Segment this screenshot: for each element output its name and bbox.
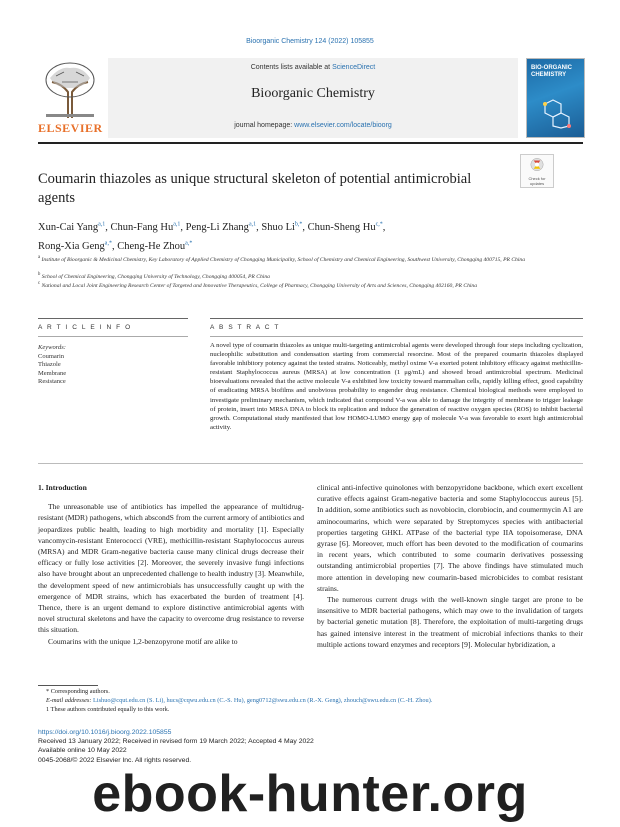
abstract-subrule bbox=[210, 336, 583, 337]
equal-contribution-note: 1 These authors contributed equally to this work. bbox=[46, 705, 170, 713]
author[interactable]: Peng-Li Zhang$^{a,1}$, bbox=[185, 221, 262, 233]
keywords-label: Keywords: bbox=[38, 344, 66, 351]
body-right-column bbox=[317, 482, 583, 650]
elsevier-tree-icon bbox=[38, 58, 102, 122]
keyword: Membrane bbox=[38, 369, 67, 377]
elsevier-logo bbox=[38, 58, 102, 138]
keyword: Thiazole bbox=[38, 361, 61, 368]
author[interactable]: Chun-Fang Hu$^{a,1}$, bbox=[110, 221, 186, 233]
keyword: Coumarin bbox=[38, 352, 64, 360]
cover-title: BIO-ORGANIC CHEMISTRY bbox=[531, 65, 572, 78]
header-divider bbox=[38, 142, 583, 144]
copyright: 0045-2068/© 2022 Elsevier Inc. All rights reserved. bbox=[38, 756, 192, 764]
contents-line bbox=[108, 64, 518, 71]
body-paragraph: Coumarins with the unique 1,2-benzopyrone motif are alike to bbox=[48, 636, 238, 646]
affiliation-c: $^c$ National and Local Joint Engineering Research Center of Targeted and Innovative Therapeutics, College of Pharmacy, Chongqing University of Arts and Sciences, Chongqing 402160, PR China bbox=[38, 281, 478, 289]
elsevier-wordmark: ELSEVIER bbox=[38, 121, 103, 135]
doi-link[interactable]: https://doi.org/10.1016/j.bioorg.2022.105855 bbox=[38, 729, 172, 736]
author-list bbox=[38, 216, 583, 255]
check-for-updates-label: Check for updates bbox=[528, 176, 546, 186]
abstract-heading: A B S T R A C T bbox=[210, 324, 280, 331]
watermark-text: ebook-hunter.org bbox=[92, 765, 528, 823]
journal-reference[interactable]: Bioorganic Chemistry 124 (2022) 105855 bbox=[246, 38, 374, 45]
keyword: Resistance bbox=[38, 378, 66, 385]
journal-header bbox=[38, 58, 583, 138]
available-online: Available online 10 May 2022 bbox=[38, 747, 127, 755]
keywords-block bbox=[38, 344, 188, 387]
body-paragraph: clinical anti-infective quinolones with benzopyridone backbone, which exert excellent curative effects against Gram-negative bacteria and some Staphylococcus aureus [5]. In addition, some antibiotics such as novobiocin, clorobiocin, and coumermycin A1 are aminocoumarins, which were separated by Streptomyces species with antibacterial properties targeting GHKL ATPase of the bacterial type IIA topoisomerase, DNA gyrase [6]. Moreover, much effort has been devoted to the modification of coumarins in recent years, which contributed to some coumarin derivatives possessing outstanding antimicrobial properties [7]. The above findings have stimulated much more attention in developing new coumarin-based microbicides to combat resistant strains. bbox=[317, 483, 583, 593]
journal-cover-image bbox=[526, 58, 585, 138]
email-links[interactable]: Lishuo@cqut.edu.cn (S. Li), hucs@cqwu.edu.cn (C.-S. Hu), geng0712@swu.edu.cn (R.-X. Geng), zhouch@swu.edu.cn (C.-H. Zhou). bbox=[93, 696, 433, 704]
homepage-prefix: journal homepage: bbox=[234, 122, 295, 129]
body-left-column bbox=[38, 482, 304, 647]
molecule-icon bbox=[535, 99, 575, 129]
sciencedirect-link[interactable]: ScienceDirect bbox=[332, 64, 376, 71]
journal-info-box bbox=[108, 58, 518, 138]
article-info-subrule bbox=[38, 336, 188, 337]
author[interactable]: Cheng-He Zhou$^{a,*}$ bbox=[117, 240, 193, 252]
author[interactable]: Chun-Sheng $Hu^{c,*}$, bbox=[307, 221, 386, 233]
received-dates: Received 13 January 2022; Received in revised form 19 March 2022; Accepted 4 May 2022 bbox=[38, 738, 314, 746]
author[interactable]: Shuo $Li^{b,*}$, bbox=[261, 221, 308, 233]
article-title: Coumarin thiazoles as unique structural skeleton of potential antimicrobial agents bbox=[38, 171, 472, 206]
affiliation-a: $^a$ Institute of Bioorganic & Medicinal Chemistry, Key Laboratory of Applied Chemistry of Chongqing Municipality, School of Chemistry and Chemical Engineering, Southwest University, Chongqing 400715, PR China bbox=[38, 255, 525, 263]
abstract-rule bbox=[210, 318, 583, 319]
body-paragraph: The unreasonable use of antibiotics has impelled the appearance of multidrug-resistant (MDR) pathogens, which abscondS from the current armory of antibiotics and jeopardizes public health, leading to high morbidity and mortality [1]. Especially vancomycin-resistant Enterococci (VRE), methicillin-resistant Staphylococcus aureus (MRSA) and MDR Gram-negative bacteria cause many clinical drugs decrease their efficacy or fully lose activities [2]. Moreover, the severely invasive fungi infections also have brought about an unprecedented challenge to health industry [3]. Meanwhile, the development speed of new antimicrobials has unsuccessfully caught up with the emergence of MDR strains, which has exacerbated the burden of treatment [4]. Thence, there is an urgent demand to explore distinctive antimicrobial agents with novel structural skeletons and have the capacity to overcome drug resistance to reverse this situation. bbox=[38, 502, 304, 635]
body-paragraph: The numerous current drugs with the well-known single target are prone to be insensitive to MDR bacterial pathogens, which may owe to the invalidation of targets by bacterial genetic mutation [8]. Therefore, the exploitation of multi-targeting drugs has gained intensive interest in the treatment of microbial infections thanks to their multiple actions toward enzymes and receptors [9]. Molecular hybridization, a bbox=[317, 595, 583, 649]
contents-prefix: Contents lists available at bbox=[250, 64, 333, 71]
section-heading-introduction: 1. Introduction bbox=[38, 483, 87, 492]
journal-name: Bioorganic Chemistry bbox=[251, 86, 375, 101]
article-info-rule bbox=[38, 318, 188, 319]
abstract-end-rule bbox=[38, 463, 583, 464]
email-note: E-mail addresses: Lishuo@cqut.edu.cn (S. Li), hucs@cqwu.edu.cn (C.-S. Hu), geng0712@swu.edu.cn (R.-X. Geng), zhouch@swu.edu.cn (C.-H. Zhou). bbox=[46, 696, 433, 704]
homepage-link[interactable]: www.elsevier.com/locate/bioorg bbox=[294, 122, 392, 129]
publication-info bbox=[38, 728, 438, 765]
affiliation-b: $^b$ School of Chemical Engineering, Chongqing University of Technology, Chongqing 400054, PR China bbox=[38, 272, 270, 280]
author[interactable]: Rong-Xia Geng$^{a,*}$, bbox=[38, 240, 118, 252]
footnote-rule bbox=[38, 685, 98, 686]
abstract-text: A novel type of coumarin thiazoles as unique multi-targeting antimicrobial agents were developed through four steps including cyclization, nucleophilic substitution and condensation starting from commercial resorcine. Most of the prepared coumarin thiazoles displayed favorable inhibitory potency against the tested strains. Noticeably, methyl oxime V-a exerted potent inhibitory efficacy against methicillin-resistant Staphylococcus aureus (MRSA) at low concentration (1 μg/mL) and showed broad antimicrobial spectrum. Medicinal bioevaluations revealed that the active molecule V-a exhibited low toxicity toward mammalian cells, rapidly killing effect, good capability of eradicating MRSA biofilms and unobvious probability to engender drug resistance. Chemical biological methods were employed to investigate preliminary mechanism, which indicated that compound V-a was able to damage the integrity of membrane to trigger leakage of protein, insert into MRSA DNA to block its replication and induce the generation of reactive oxygen species (ROS) to inhibit bacterial growth. Computational study manifested that low HOMO-LUMO energy gap of molecule V-a was favorable to exert high antimicrobial activity. bbox=[210, 342, 583, 431]
homepage-line bbox=[108, 122, 518, 129]
footnotes bbox=[38, 688, 583, 714]
author[interactable]: Xun-Cai Yang$^{a,1}$, bbox=[38, 221, 111, 233]
article-info-heading: A R T I C L E I N F O bbox=[38, 324, 132, 331]
corresponding-note: * Corresponding authors. bbox=[46, 688, 110, 695]
check-for-updates-badge[interactable] bbox=[520, 154, 554, 188]
